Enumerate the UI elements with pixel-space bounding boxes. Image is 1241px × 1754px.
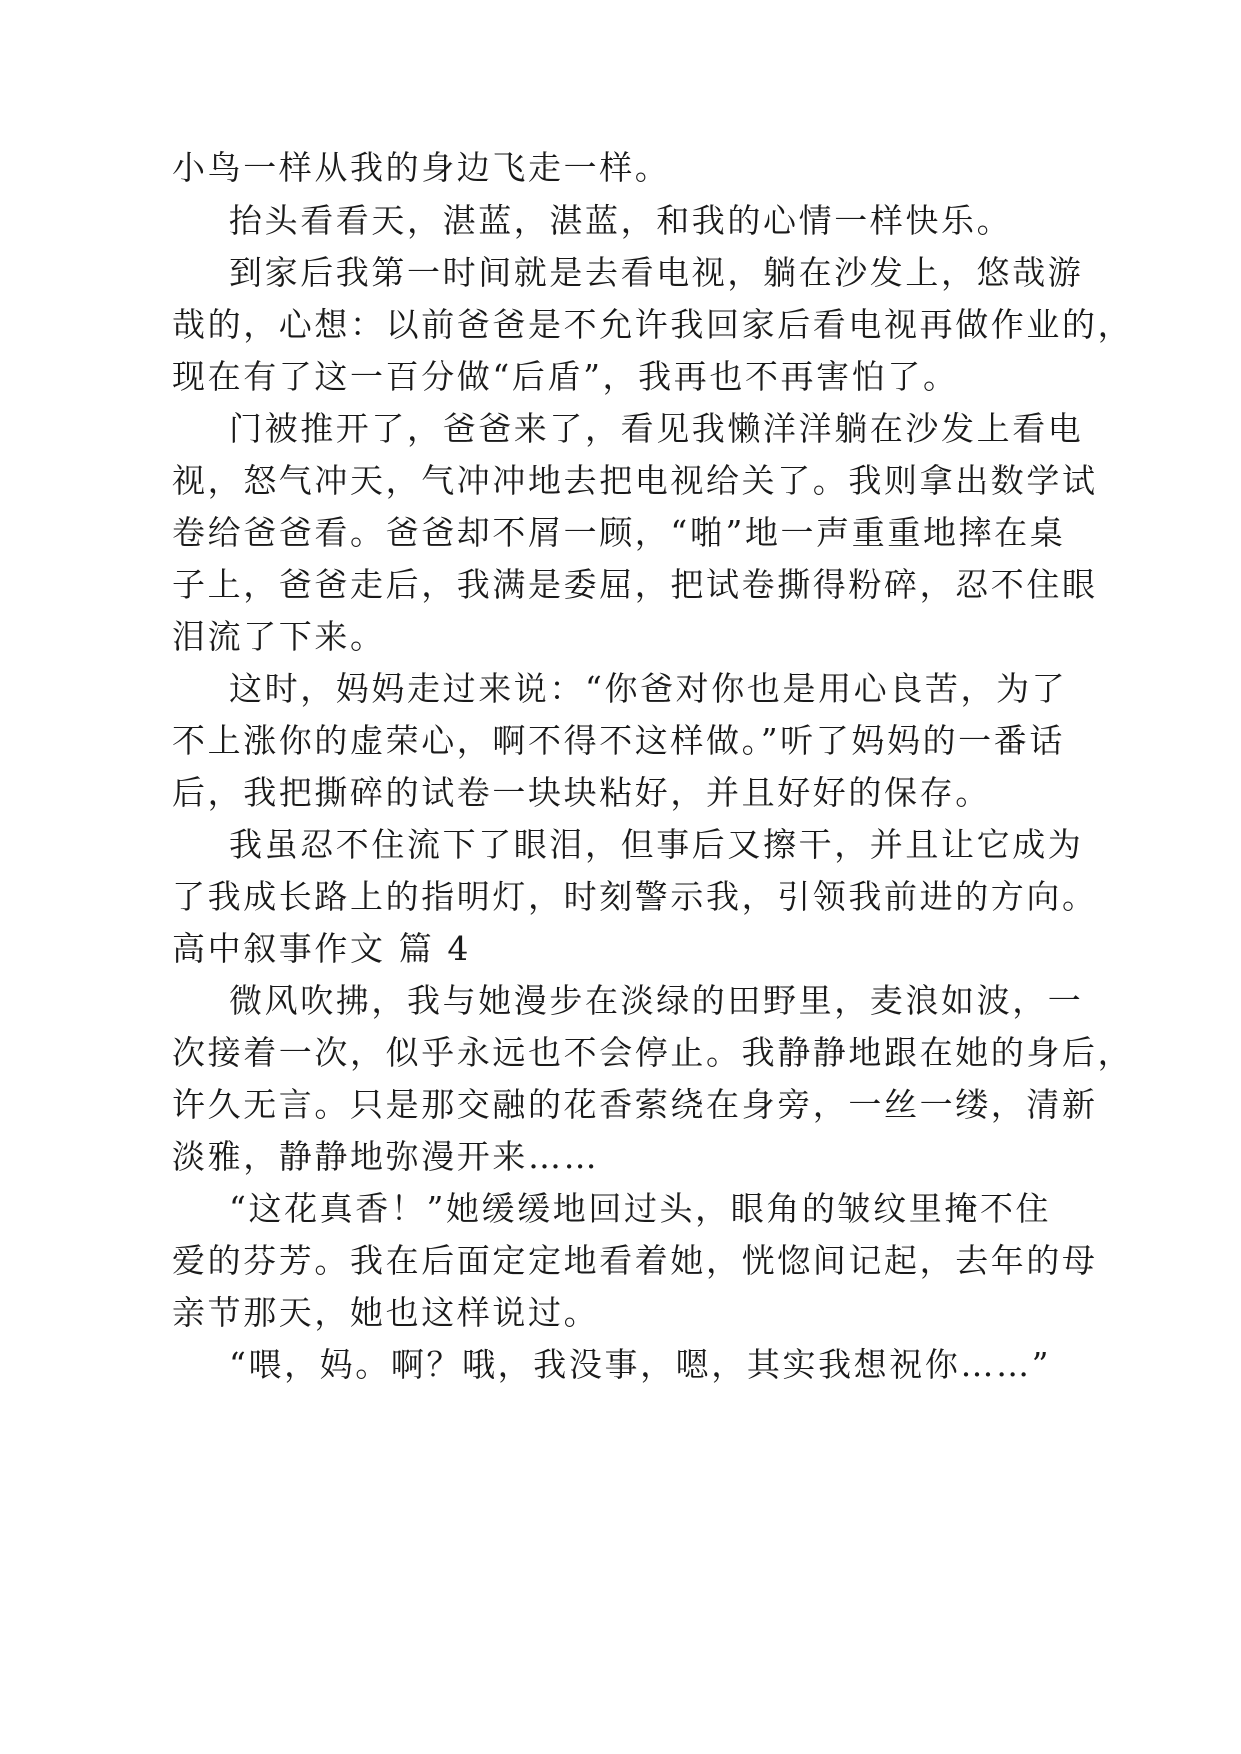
paragraph-line: 视，怒气冲天，气冲冲地去把电视给关了。我则拿出数学试	[172, 461, 1098, 500]
paragraph-line: 这时，妈妈走过来说：“你爸对你也是用心良苦，为了	[229, 669, 1068, 708]
paragraph-line: “这花真香！”她缓缓地回过头，眼角的皱纹里掩不住	[229, 1189, 1052, 1228]
paragraph-line: 后，我把撕碎的试卷一块块粘好，并且好好的保存。	[172, 773, 991, 812]
paragraph-line: 许久无言。只是那交融的花香萦绕在身旁，一丝一缕，清新	[172, 1085, 1098, 1124]
paragraph-line: 到家后我第一时间就是去看电视，躺在沙发上，悠哉游	[229, 253, 1084, 292]
paragraph-line: 亲节那天，她也这样说过。	[172, 1293, 600, 1332]
paragraph-line: 淡雅，静静地弥漫开来……	[172, 1137, 600, 1176]
paragraph-line: 现在有了这一百分做“后盾”，我再也不再害怕了。	[172, 357, 959, 396]
paragraph-line: 抬头看看天，湛蓝，湛蓝，和我的心情一样快乐。	[229, 201, 1013, 240]
paragraph-line: 爱的芬芳。我在后面定定地看着她，恍惚间记起，去年的母	[172, 1241, 1098, 1280]
paragraph-line: 门被推开了，爸爸来了，看见我懒洋洋躺在沙发上看电	[229, 409, 1084, 448]
paragraph-line: 泪流了下来。	[172, 617, 386, 656]
paragraph-line: “喂，妈。啊？哦，我没事，嗯，其实我想祝你……”	[229, 1345, 1052, 1384]
paragraph-line: 子上，爸爸走后，我满是委屈，把试卷撕得粉碎，忍不住眼	[172, 565, 1098, 604]
paragraph-line: 了我成长路上的指明灯，时刻警示我，引领我前进的方向。	[172, 877, 1098, 916]
paragraph-line: 卷给爸爸看。爸爸却不屑一顾，“啪”地一声重重地摔在桌	[172, 513, 1066, 552]
paragraph-line: 小鸟一样从我的身边飞走一样。	[172, 148, 671, 187]
paragraph-line: 微风吹拂，我与她漫步在淡绿的田野里，麦浪如波，一	[229, 981, 1084, 1020]
paragraph-line: 哉的，心想：以前爸爸是不允许我回家后看电视再做作业的，	[172, 305, 1134, 344]
section-heading: 高中叙事作文 篇 4	[172, 929, 471, 968]
paragraph-line: 次接着一次，似乎永远也不会停止。我静静地跟在她的身后，	[172, 1033, 1134, 1072]
paragraph-line: 不上涨你的虚荣心，啊不得不这样做。”听了妈妈的一番话	[172, 721, 1065, 760]
paragraph-line: 我虽忍不住流下了眼泪，但事后又擦干，并且让它成为	[229, 825, 1084, 864]
